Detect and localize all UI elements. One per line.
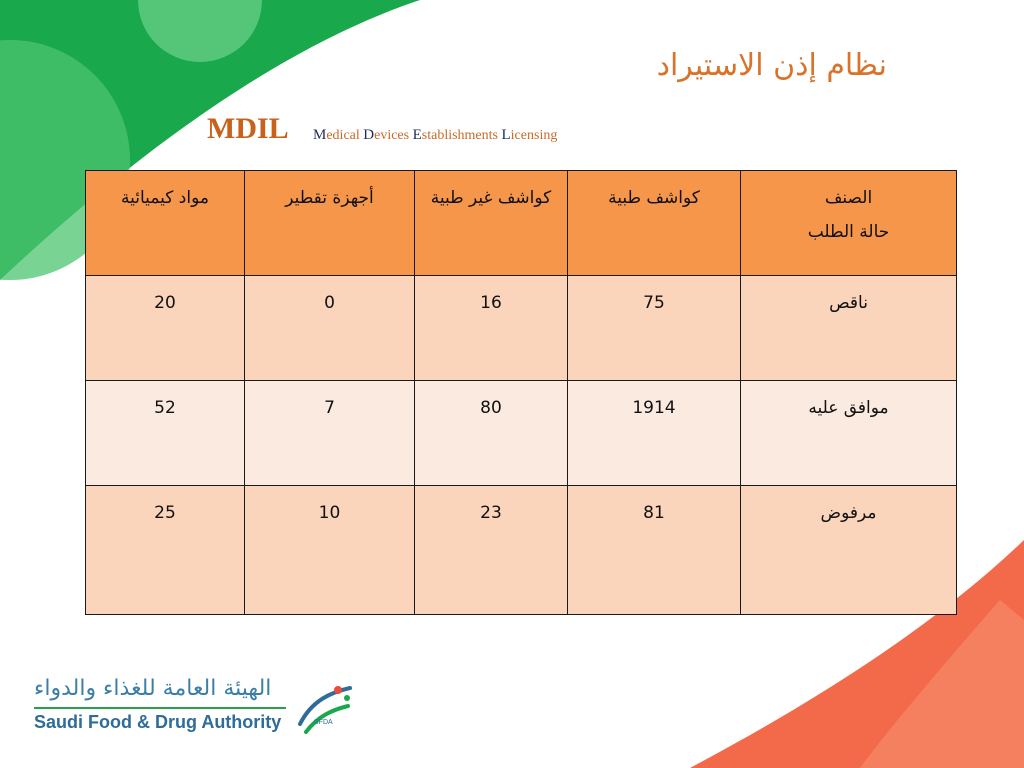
acronym-word-rest: evices — [374, 128, 413, 143]
acronym: MDIL — [207, 112, 289, 145]
table-cell: 20 — [86, 276, 245, 381]
logo-arabic-name: الهيئة العامة للغذاء والدواء — [34, 676, 272, 701]
table-cell: 1914 — [568, 381, 741, 486]
header-medical-reagents: كواشف طبية — [568, 171, 741, 276]
row-status: مرفوض — [741, 486, 957, 615]
table-row — [86, 381, 957, 486]
table-cell: 7 — [245, 381, 415, 486]
acronym-word-rest: stablishments — [421, 128, 502, 143]
sfda-logo-mark-icon — [292, 680, 356, 740]
table-row — [86, 276, 957, 381]
header-chemicals: مواد كيميائية — [86, 171, 245, 276]
table-cell: 25 — [86, 486, 245, 615]
table-cell: 23 — [415, 486, 568, 615]
header-category: الصنف — [824, 188, 873, 208]
header-non-medical-reagents: كواشف غير طبية — [415, 171, 568, 276]
acronym-word-rest: icensing — [510, 128, 558, 143]
logo-mark-text: SFDA — [314, 719, 333, 726]
table-cell: 81 — [568, 486, 741, 615]
logo-divider — [34, 707, 286, 709]
import-permit-table — [85, 170, 957, 615]
acronym-word-rest: edical — [326, 128, 364, 143]
table-cell: 16 — [415, 276, 568, 381]
header-category-status — [741, 171, 957, 276]
table-cell: 75 — [568, 276, 741, 381]
logo-english-name: Saudi Food & Drug Authority — [34, 712, 282, 732]
table-cell: 52 — [86, 381, 245, 486]
acronym-letter: E — [412, 127, 422, 143]
acronym-letter: L — [501, 127, 511, 143]
row-status: ناقص — [741, 276, 957, 381]
header-request-status: حالة الطلب — [807, 222, 890, 242]
row-status: موافق عليه — [741, 381, 957, 486]
table-cell: 80 — [415, 381, 568, 486]
page-title: نظام إذن الاستيراد — [656, 48, 887, 83]
header-distillation-devices: أجهزة تقطير — [245, 171, 415, 276]
table-cell: 0 — [245, 276, 415, 381]
acronym-expansion — [313, 127, 557, 144]
table-cell: 10 — [245, 486, 415, 615]
table-header-row — [86, 171, 957, 276]
table-row — [86, 486, 957, 615]
acronym-letter: D — [363, 127, 375, 143]
acronym-letter: M — [313, 127, 327, 143]
